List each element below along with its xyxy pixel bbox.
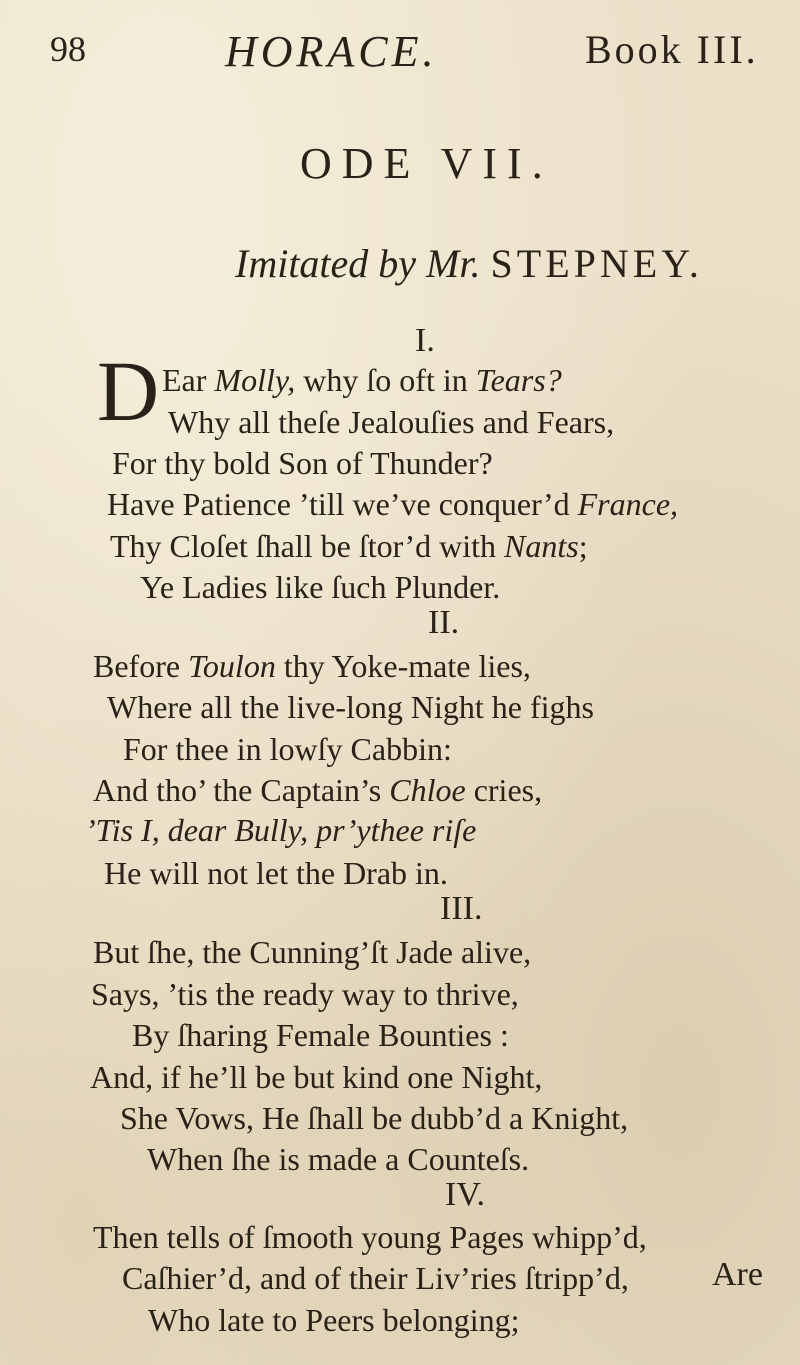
verse-line: [110, 528, 588, 565]
verse-line: [93, 648, 531, 685]
verse-line: [112, 445, 493, 482]
verse-segment: Where all the live-long Night he fighs: [107, 689, 594, 725]
verse-segment: Chloe: [389, 772, 466, 808]
verse-segment: When ſhe is made a Counteſs.: [147, 1141, 530, 1177]
verse-segment: And, if he’ll be but kind one Night,: [90, 1059, 543, 1095]
stanza-number: III.: [440, 890, 483, 927]
verse-segment: Ye Ladies like ſuch Plunder.: [140, 569, 501, 605]
verse-segment: why ſo oft in: [295, 362, 476, 398]
verse-line: [168, 404, 614, 441]
verse-line: [107, 486, 678, 523]
imitation-author: STEPNEY.: [490, 241, 703, 286]
stanza-number: I.: [415, 322, 435, 359]
ode-title: ODE VII.: [300, 139, 553, 188]
running-title: HORACE.: [225, 27, 438, 76]
verse-segment: For thy bold Son of Thunder?: [112, 445, 493, 481]
drop-cap: D: [97, 343, 160, 439]
verse-line: [93, 934, 531, 971]
verse-line: [162, 362, 562, 399]
verse-segment: Molly,: [214, 362, 296, 398]
verse-segment: For thee in lowſy Cabbin:: [123, 731, 452, 767]
verse-segment: cries,: [465, 772, 543, 808]
verse-segment: ;: [578, 528, 588, 564]
verse-line: [93, 772, 542, 809]
verse-segment: By ſharing Female Bounties :: [132, 1017, 509, 1053]
verse-line: [107, 689, 594, 726]
verse-segment: Who late to Peers belonging;: [148, 1302, 520, 1338]
verse-line: [120, 1100, 628, 1137]
page-number: 98: [50, 29, 86, 69]
verse-line: [123, 731, 452, 768]
verse-segment: But ſhe, the Cunning’ſt Jade alive,: [93, 934, 532, 970]
verse-line: [122, 1260, 629, 1297]
imitation-line: [235, 240, 703, 287]
verse-segment: Nants: [504, 528, 579, 564]
verse-segment: Caſhier’d, and of their Liv’ries ſtripp’d,: [122, 1260, 629, 1296]
verse-line: [148, 1302, 519, 1339]
verse-segment: France,: [577, 486, 679, 522]
verse-segment: Says, ’tis the ready way to thrive,: [91, 976, 519, 1012]
verse-line: [147, 1141, 529, 1178]
verse-line: [85, 812, 476, 849]
book-label: Book III.: [585, 27, 759, 72]
stanza-number: IV.: [445, 1176, 485, 1213]
verse-segment: She Vows, He ſhall be dubb’d a Knight,: [120, 1100, 629, 1136]
verse-segment: He will not let the Drab in.: [104, 855, 448, 891]
verse-segment: Have Patience ’till we’ve conquer’d: [107, 486, 578, 522]
verse-segment: Then tells of ſmooth young Pages whipp’d,: [93, 1219, 647, 1255]
verse-segment: And tho’ the Captain’s: [93, 772, 390, 808]
verse-segment: Tears?: [475, 362, 562, 398]
verse-line: [91, 976, 519, 1013]
stanza-number: II.: [428, 604, 460, 641]
catchword: Are: [712, 1256, 763, 1293]
verse-segment: Thy Cloſet ſhall be ſtor’d with: [110, 528, 505, 564]
verse-line: [132, 1017, 509, 1054]
verse-segment: Ear: [162, 362, 215, 398]
imitation-prefix: Imitated by Mr.: [235, 241, 481, 286]
verse-segment: Why all theſe Jealouſies and Fears,: [168, 404, 615, 440]
verse-line: [104, 855, 448, 892]
verse-line: [140, 569, 500, 606]
verse-segment: thy Yoke-mate lies,: [275, 648, 531, 684]
verse-line: [93, 1219, 647, 1256]
verse-line: [90, 1059, 542, 1096]
verse-segment: ’Tis I, dear Bully, pr’ythee riſe: [85, 812, 477, 848]
verse-segment: Toulon: [188, 648, 276, 684]
verse-segment: Before: [93, 648, 189, 684]
